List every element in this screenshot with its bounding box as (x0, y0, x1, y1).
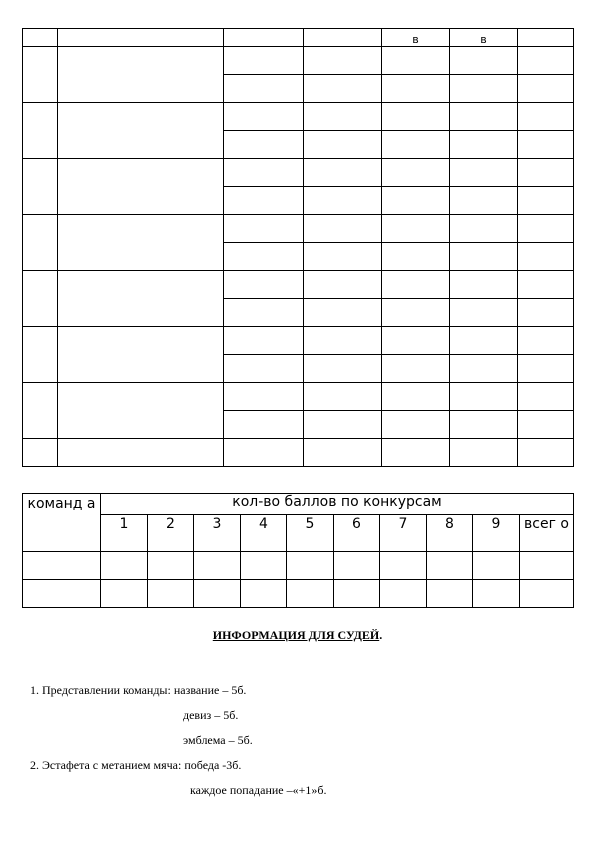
score-cell (194, 580, 241, 608)
score-cell (241, 552, 287, 580)
grid-cell (518, 271, 574, 299)
grid-cell (23, 159, 58, 215)
grid-header-cell (224, 29, 304, 47)
grid-row (23, 327, 574, 355)
grid-cell (224, 215, 304, 243)
competition-number: 7 (380, 515, 427, 552)
grid-cell (518, 439, 574, 467)
grid-cell (224, 299, 304, 327)
score-cell (148, 552, 194, 580)
grid-cell (518, 383, 574, 411)
grid-cell (304, 243, 382, 271)
grid-cell (382, 299, 450, 327)
score-cell (101, 580, 148, 608)
grid-cell (518, 47, 574, 75)
competition-number: 3 (194, 515, 241, 552)
grid-cell (23, 271, 58, 327)
grid-cell (224, 243, 304, 271)
competition-number: 6 (334, 515, 380, 552)
score-numbers-row (23, 515, 574, 552)
grid-cell (58, 47, 224, 103)
grid-cell (304, 75, 382, 103)
grid-cell (518, 159, 574, 187)
grid-cell (382, 355, 450, 383)
competition-number: 2 (148, 515, 194, 552)
grid-row (23, 47, 574, 75)
score-cell (520, 552, 574, 580)
score-cell (427, 552, 473, 580)
score-cell (334, 552, 380, 580)
grid-header-row (23, 29, 574, 47)
grid-cell (304, 187, 382, 215)
grid-cell (224, 187, 304, 215)
competitions-header: кол-во баллов по конкурсам (101, 494, 574, 515)
grid-cell (450, 271, 518, 299)
score-cell (23, 552, 101, 580)
grid-cell (450, 47, 518, 75)
grid-cell (382, 103, 450, 131)
grid-cell (224, 355, 304, 383)
grid-cell (450, 131, 518, 159)
grid-cell (518, 411, 574, 439)
grid-cell (304, 215, 382, 243)
score-cell (287, 580, 334, 608)
grid-cell (23, 383, 58, 439)
grid-header-cell (518, 29, 574, 47)
grid-row (23, 103, 574, 131)
info-heading (0, 628, 595, 643)
competition-number: 8 (427, 515, 473, 552)
score-cell (194, 552, 241, 580)
competition-number: 1 (101, 515, 148, 552)
score-cell (473, 580, 520, 608)
grid-cell (23, 327, 58, 383)
info-line: 2. Эстафета с метанием мяча: победа -3б. (30, 758, 242, 772)
grid-row (23, 439, 574, 467)
grid-cell (382, 327, 450, 355)
total-column-header: всег о (520, 515, 574, 552)
score-cell (148, 580, 194, 608)
score-cell (520, 580, 574, 608)
grid-cell (518, 215, 574, 243)
grid-cell (224, 103, 304, 131)
info-line: 1. Представлении команды: название – 5б. (30, 683, 247, 697)
grid-cell (304, 383, 382, 411)
grid-cell (382, 411, 450, 439)
grid-cell (382, 159, 450, 187)
grid-header-cell (23, 29, 58, 47)
grid-cell (382, 383, 450, 411)
info-line: эмблема – 5б. (183, 733, 253, 747)
grid-header-cell (304, 29, 382, 47)
grid-cell (304, 355, 382, 383)
grid-cell (382, 215, 450, 243)
grid-cell (518, 103, 574, 131)
grid-cell (58, 159, 224, 215)
grid-cell (450, 439, 518, 467)
grid-cell (450, 383, 518, 411)
info-line: девиз – 5б. (183, 708, 239, 722)
grid-cell (224, 439, 304, 467)
grid-cell (450, 159, 518, 187)
score-cell (334, 580, 380, 608)
grid-cell (224, 411, 304, 439)
grid-cell (518, 355, 574, 383)
score-cell (427, 580, 473, 608)
info-line: каждое попадание –«+1»б. (190, 783, 327, 797)
grid-cell (450, 103, 518, 131)
grid-row (23, 215, 574, 243)
grid-cell (58, 103, 224, 159)
judging-grid-table (22, 28, 574, 467)
grid-cell (382, 271, 450, 299)
score-header-row (23, 494, 574, 515)
grid-cell (23, 47, 58, 103)
grid-cell (23, 103, 58, 159)
grid-cell (224, 383, 304, 411)
score-cell (473, 552, 520, 580)
score-cell (101, 552, 148, 580)
score-cell (241, 580, 287, 608)
grid-cell (304, 299, 382, 327)
grid-cell (23, 215, 58, 271)
grid-cell (518, 299, 574, 327)
grid-cell (450, 355, 518, 383)
grid-cell (382, 187, 450, 215)
grid-cell (304, 47, 382, 75)
grid-cell (224, 47, 304, 75)
competition-number: 4 (241, 515, 287, 552)
competition-number: 5 (287, 515, 334, 552)
grid-cell (518, 187, 574, 215)
grid-cell (450, 187, 518, 215)
score-cell (23, 580, 101, 608)
grid-cell (518, 327, 574, 355)
grid-cell (224, 327, 304, 355)
score-cell (380, 580, 427, 608)
grid-cell (304, 439, 382, 467)
info-heading-text: ИНФОРМАЦИЯ ДЛЯ СУДЕЙ (212, 628, 380, 642)
grid-cell (518, 131, 574, 159)
grid-cell (382, 439, 450, 467)
grid-cell (58, 271, 224, 327)
grid-cell (382, 243, 450, 271)
grid-cell (450, 411, 518, 439)
score-row (23, 580, 574, 608)
grid-cell (224, 271, 304, 299)
grid-cell (224, 159, 304, 187)
grid-cell (304, 327, 382, 355)
score-row (23, 552, 574, 580)
grid-cell (58, 383, 224, 439)
info-heading-suffix: . (379, 628, 383, 642)
team-column-header: команд а (23, 494, 101, 552)
grid-cell (58, 215, 224, 271)
score-cell (380, 552, 427, 580)
grid-row (23, 271, 574, 299)
grid-cell (450, 299, 518, 327)
grid-cell (304, 131, 382, 159)
grid-cell (450, 327, 518, 355)
grid-row (23, 159, 574, 187)
grid-cell (224, 131, 304, 159)
grid-cell (450, 243, 518, 271)
grid-row (23, 383, 574, 411)
grid-cell (518, 75, 574, 103)
grid-cell (58, 439, 224, 467)
grid-cell (23, 439, 58, 467)
grid-cell (304, 411, 382, 439)
grid-cell (518, 243, 574, 271)
grid-cell (304, 103, 382, 131)
competition-number: 9 (473, 515, 520, 552)
grid-cell (450, 75, 518, 103)
grid-cell (382, 47, 450, 75)
grid-cell (382, 75, 450, 103)
score-cell (287, 552, 334, 580)
grid-cell (450, 215, 518, 243)
grid-cell (304, 271, 382, 299)
grid-header-cell: в (450, 29, 518, 47)
grid-cell (58, 327, 224, 383)
grid-cell (382, 131, 450, 159)
grid-cell (224, 75, 304, 103)
score-table (22, 493, 574, 608)
grid-header-cell (58, 29, 224, 47)
grid-header-cell: в (382, 29, 450, 47)
grid-cell (304, 159, 382, 187)
